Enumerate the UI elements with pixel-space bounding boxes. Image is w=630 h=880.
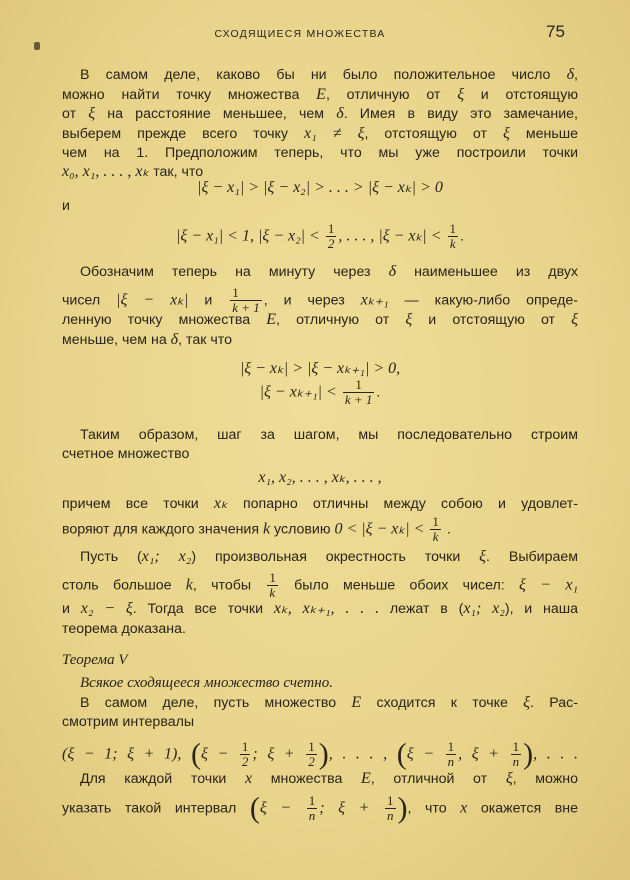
fraction bbox=[307, 794, 318, 823]
text-line bbox=[62, 86, 578, 104]
math-expression: E bbox=[361, 770, 371, 787]
math-expression: ξ − bbox=[259, 799, 305, 817]
math-expression: ; ξ + bbox=[252, 745, 305, 763]
math-expression: x₁ ≠ ξ bbox=[304, 125, 365, 142]
fraction-numerator: 1 bbox=[241, 739, 249, 754]
math-expression: ξ bbox=[405, 311, 413, 328]
large-parenthesis: ) bbox=[523, 737, 534, 771]
large-parenthesis: ) bbox=[397, 791, 408, 825]
fraction-denominator: n bbox=[308, 808, 316, 823]
math-expression: E bbox=[266, 311, 277, 328]
text-line bbox=[80, 263, 578, 281]
fraction bbox=[343, 378, 375, 407]
math-expression: , . . . , bbox=[328, 745, 397, 763]
math-expression: , ξ + bbox=[458, 745, 509, 763]
text-run: , можно bbox=[512, 771, 578, 787]
text-run: и bbox=[188, 292, 229, 309]
math-expression: 0 < |ξ − xₖ| < bbox=[334, 520, 429, 538]
fraction-denominator: k bbox=[269, 585, 276, 600]
text-run: , и через bbox=[263, 292, 361, 309]
math-expression: ξ bbox=[88, 105, 96, 122]
text-run: счетное множество bbox=[62, 446, 190, 462]
fraction-denominator: n bbox=[512, 754, 520, 769]
fraction-numerator: 1 bbox=[432, 514, 439, 529]
fraction-denominator: 2 bbox=[308, 754, 315, 769]
text-line bbox=[62, 620, 578, 638]
math-expression: |ξ − xₖ| bbox=[116, 291, 189, 309]
text-run: ) произвольная окрестность точки bbox=[191, 549, 480, 565]
text-line bbox=[62, 737, 579, 771]
text-run: и bbox=[62, 601, 81, 617]
text-run: и отстоящую от bbox=[412, 312, 572, 328]
math-expression: ξ bbox=[571, 311, 578, 328]
text-line bbox=[62, 571, 578, 600]
math-expression: x₁, x₂, . . . , xₖ, . . . , bbox=[258, 469, 382, 486]
fraction-denominator: n bbox=[447, 754, 455, 769]
math-expression: δ bbox=[336, 105, 344, 122]
fraction-numerator: 1 bbox=[447, 739, 455, 754]
fraction bbox=[240, 740, 251, 769]
text-run: Пусть ( bbox=[80, 549, 142, 565]
math-expression: ξ bbox=[457, 86, 465, 103]
text-run: на расстояние меньшее, чем bbox=[95, 106, 337, 122]
fraction-denominator: k + 1 bbox=[344, 392, 373, 407]
math-expression: |ξ − xₖ₊₁| < bbox=[259, 383, 341, 401]
math-expression: k bbox=[262, 520, 271, 538]
text-run: наименьшее из двух bbox=[396, 264, 579, 280]
math-expression: xₖ bbox=[213, 495, 228, 512]
formula-line bbox=[62, 360, 578, 378]
math-expression: ξ bbox=[502, 125, 510, 142]
math-expression: x₁; x₂ bbox=[463, 600, 505, 617]
fraction bbox=[430, 515, 441, 544]
text-run: . bbox=[376, 384, 381, 401]
math-expression: ξ − x₁ bbox=[519, 576, 579, 594]
math-expression: x bbox=[460, 799, 468, 817]
text-run: так, что bbox=[149, 164, 204, 180]
text-run: , что bbox=[407, 800, 461, 817]
text-run: указать такой интервал bbox=[62, 800, 250, 817]
math-expression: (ξ − 1; ξ + 1), bbox=[62, 745, 191, 763]
text-line bbox=[62, 445, 578, 463]
text-run: , чтобы bbox=[192, 577, 266, 594]
fraction bbox=[267, 571, 278, 600]
fraction bbox=[448, 222, 459, 251]
text-run: воряют для каждого значения bbox=[62, 521, 263, 538]
text-run: столь большое bbox=[62, 577, 186, 594]
fraction bbox=[385, 794, 396, 823]
fraction bbox=[306, 740, 317, 769]
text-run: от bbox=[62, 106, 89, 122]
fraction-numerator: 1 bbox=[512, 739, 520, 754]
fraction-numerator: 1 bbox=[230, 286, 262, 301]
math-expression: x₀, x₁, . . . , xₖ bbox=[62, 163, 150, 180]
text-run: Таким образом, шаг за шагом, мы последовательно строим bbox=[80, 427, 578, 443]
text-line bbox=[62, 144, 578, 162]
theorem-statement bbox=[80, 674, 578, 692]
text-run: В самом деле, пусть множество bbox=[80, 695, 352, 711]
text-run: чем на 1. Предположим теперь, что мы уже построили точки bbox=[62, 145, 578, 161]
fraction-numerator: 1 bbox=[449, 221, 456, 236]
text-run: теорема доказана. bbox=[62, 621, 186, 637]
text-line bbox=[62, 197, 578, 215]
text-run: выберем прежде всего точку bbox=[62, 126, 305, 142]
fraction-numerator: 1 bbox=[343, 378, 375, 393]
italic-text: Теорема V bbox=[62, 652, 128, 668]
text-run: Обозначим теперь на минуту через bbox=[80, 264, 389, 280]
text-run: . Имея в виду это замечание, bbox=[343, 106, 578, 122]
math-expression: ξ bbox=[505, 770, 513, 787]
text-run: и отстоящую bbox=[464, 87, 578, 103]
math-expression: E bbox=[351, 694, 362, 711]
math-expression: x bbox=[245, 770, 253, 787]
fraction-numerator: 1 bbox=[387, 793, 394, 808]
text-line bbox=[62, 515, 578, 544]
math-expression: δ bbox=[388, 263, 397, 280]
fraction-numerator: 1 bbox=[269, 570, 276, 585]
text-line bbox=[62, 600, 578, 618]
text-line bbox=[80, 770, 578, 788]
large-parenthesis: ) bbox=[318, 737, 329, 771]
text-run: . bbox=[442, 521, 451, 538]
math-expression: ; ξ + bbox=[319, 799, 383, 817]
fraction bbox=[446, 740, 457, 769]
fraction bbox=[326, 222, 337, 251]
text-run: , отличную от bbox=[325, 87, 458, 103]
text-line bbox=[62, 125, 578, 143]
math-expression: |ξ − x₁| > |ξ − x₂| > . . . > |ξ − xₖ| > 0 bbox=[197, 179, 443, 196]
fraction-numerator: 1 bbox=[308, 739, 315, 754]
large-parenthesis: ( bbox=[396, 737, 407, 771]
text-run: сходится к точке bbox=[361, 695, 524, 711]
fraction-denominator: 2 bbox=[327, 236, 335, 251]
formula-line bbox=[62, 222, 578, 251]
fraction-denominator: k bbox=[432, 529, 439, 544]
text-run: . Выбираем bbox=[486, 549, 578, 565]
math-expression: ξ − bbox=[200, 745, 238, 763]
page-mark bbox=[34, 42, 40, 50]
text-run: можно найти точку множества bbox=[62, 87, 317, 103]
text-run: , отстоящую от bbox=[364, 126, 503, 142]
fraction-denominator: 2 bbox=[241, 754, 249, 769]
text-run: Для каждой точки bbox=[80, 771, 245, 787]
text-line bbox=[62, 495, 578, 513]
text-run: . bbox=[460, 228, 464, 245]
text-run: , bbox=[574, 67, 578, 83]
text-run: лежат в ( bbox=[379, 601, 464, 617]
text-run: было меньше обоих чисел: bbox=[279, 577, 520, 594]
text-line bbox=[62, 713, 578, 731]
math-expression: xₖ, xₖ₊₁, . . . bbox=[273, 600, 380, 617]
fraction-numerator: 1 bbox=[327, 221, 335, 236]
text-run: чисел bbox=[62, 292, 117, 309]
text-line bbox=[80, 694, 578, 712]
large-parenthesis: ( bbox=[190, 737, 201, 771]
math-expression: k bbox=[185, 576, 193, 594]
text-run: , отличную от bbox=[276, 312, 406, 328]
text-run: , так что bbox=[178, 332, 232, 348]
formula-line bbox=[62, 469, 578, 487]
text-run: ленную точку множества bbox=[62, 312, 267, 328]
math-expression: xₖ₊₁ bbox=[360, 291, 389, 309]
math-expression: x₁; x₂ bbox=[141, 548, 192, 565]
text-run: В самом деле, каково бы ни было положительное число bbox=[80, 67, 567, 83]
text-line bbox=[62, 105, 578, 123]
fraction bbox=[511, 740, 522, 769]
text-run: причем все точки bbox=[62, 496, 214, 512]
text-line bbox=[80, 548, 578, 566]
text-line bbox=[80, 426, 578, 444]
large-parenthesis: ( bbox=[249, 791, 260, 825]
formula-line bbox=[62, 179, 578, 197]
text-run: меньше, чем на bbox=[62, 332, 171, 348]
math-expression: E bbox=[316, 86, 326, 103]
text-run: — какую-либо опреде- bbox=[388, 292, 579, 309]
math-expression: |ξ − x₁| < 1, |ξ − x₂| < bbox=[176, 227, 324, 245]
text-run: множества bbox=[252, 771, 361, 787]
running-header: СХОДЯЩИЕСЯ МНОЖЕСТВА bbox=[214, 28, 386, 40]
text-line bbox=[62, 311, 578, 329]
text-run: попарно отличны между собою и удовлет- bbox=[227, 496, 578, 512]
math-expression: ξ − bbox=[406, 745, 444, 763]
text-run: смотрим интервалы bbox=[62, 714, 195, 730]
math-expression: ξ bbox=[523, 694, 531, 711]
text-run: условию bbox=[270, 521, 335, 538]
math-expression: x₂ − ξ bbox=[80, 600, 133, 617]
text-run: ), и наша bbox=[504, 601, 579, 617]
text-run: . Рас- bbox=[530, 695, 578, 711]
text-line bbox=[62, 791, 578, 825]
math-expression: ξ bbox=[479, 548, 487, 565]
math-expression: |ξ − xₖ| > |ξ − xₖ₊₁| > 0, bbox=[239, 360, 401, 377]
fraction-numerator: 1 bbox=[308, 793, 316, 808]
text-run: . Тогда все точки bbox=[132, 601, 274, 617]
text-run: окажется вне bbox=[467, 800, 578, 817]
math-expression: , . . . , |ξ − xₖ| < bbox=[338, 227, 446, 245]
text-line bbox=[80, 66, 578, 84]
math-expression: , . . . bbox=[533, 745, 579, 763]
formula-line bbox=[62, 378, 578, 407]
math-expression: δ bbox=[566, 66, 575, 83]
text-line bbox=[62, 331, 578, 349]
text-run: , отличной от bbox=[370, 771, 506, 787]
fraction-denominator: k bbox=[449, 236, 456, 251]
theorem-heading bbox=[62, 651, 578, 669]
fraction-denominator: k + 1 bbox=[232, 300, 260, 315]
math-expression: δ bbox=[170, 331, 179, 348]
fraction-denominator: n bbox=[387, 808, 394, 823]
italic-text: Всякое сходящееся множество счетно. bbox=[80, 675, 333, 691]
page-number: 75 bbox=[546, 22, 565, 41]
text-run: меньше bbox=[509, 126, 578, 142]
text-run: и bbox=[62, 198, 70, 214]
